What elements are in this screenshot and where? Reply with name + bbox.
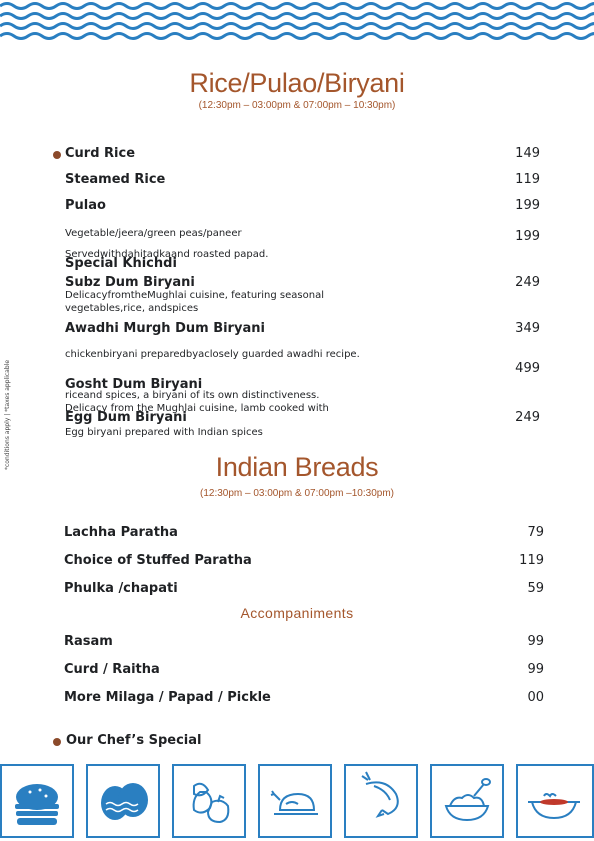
rice-bowl-icon (432, 766, 502, 836)
menu-item-name: Choice of Stuffed Paratha (64, 553, 252, 568)
accompaniments-heading: Accompaniments (240, 605, 354, 621)
menu-item-price: 99 (527, 634, 544, 649)
menu-item-price: 00 (527, 690, 544, 705)
rice-section-title: Rice/Pulao/Biryani (189, 68, 405, 98)
menu-item-name: Phulka /chapati (64, 581, 178, 596)
menu-item-price: 199 (515, 229, 540, 244)
breads-section-timing: (12:30pm – 03:00pm & 07:00pm –10:30pm) (199, 488, 394, 499)
menu-item-name: Steamed Rice (65, 172, 166, 187)
menu-item-description: Servedwithdahitadkaand roasted papad. (65, 249, 269, 260)
wave-header-decoration (0, 0, 594, 42)
burger-icon (2, 766, 72, 836)
menu-item-name: Curd Rice (65, 146, 136, 161)
menu-item-name: Special Khichdi (65, 256, 177, 271)
menu-item-name: Lachha Paratha (64, 525, 178, 540)
rice-bowl-tile (430, 764, 504, 838)
menu-item-name: Subz Dum Biryani (65, 275, 195, 290)
menu-item-description: DelicacyfromtheMughlai cuisine, featuring seasonal (65, 290, 324, 301)
bullet-marker (53, 151, 61, 159)
prawn-icon (346, 766, 416, 836)
menu-item-price: 79 (527, 525, 544, 540)
rice-section-timing: (12:30pm – 03:00pm & 07:00pm – 10:30pm) (198, 100, 396, 111)
menu-item-name: Curd / Raitha (64, 662, 160, 677)
menu-item-price: 119 (515, 172, 540, 187)
menu-item-description: Egg biryani prepared with Indian spices (65, 427, 263, 438)
bullet-marker (53, 738, 61, 746)
menu-item-price: 499 (515, 361, 540, 376)
curry-bowl-tile (516, 764, 594, 838)
roast-chicken-tile (258, 764, 332, 838)
menu-item-description: riceand spices, a biryani of its own distinctiveness. (65, 390, 320, 401)
vegetables-icon (174, 766, 244, 836)
prawn-tile (344, 764, 418, 838)
roast-chicken-icon (260, 766, 330, 836)
menu-item-name: Pulao (65, 198, 106, 213)
menu-item-price: 249 (515, 275, 540, 290)
menu-item-name: Gosht Dum Biryani (65, 377, 203, 392)
menu-item-price: 119 (519, 553, 544, 568)
conditions-note: *conditions apply | *taxes applicable (4, 359, 11, 470)
menu-item-description: Vegetable/jeera/green peas/paneer (65, 228, 242, 239)
fish-icon (88, 766, 158, 836)
menu-item-price: 99 (527, 662, 544, 677)
menu-item-description: vegetables,rice, andspices (65, 303, 199, 314)
breads-section-title: Indian Breads (215, 452, 379, 482)
menu-item-price: 249 (515, 410, 540, 425)
vegetables-tile (172, 764, 246, 838)
menu-item-name: Rasam (64, 634, 113, 649)
menu-item-price: 349 (515, 321, 540, 336)
chef-special-label: Our Chef’s Special (66, 733, 202, 748)
menu-item-price: 149 (515, 146, 540, 161)
fish-tile (86, 764, 160, 838)
menu-item-name: Egg Dum Biryani (65, 410, 187, 425)
menu-item-name: More Milaga / Papad / Pickle (64, 690, 271, 705)
menu-item-price: 199 (515, 198, 540, 213)
curry-bowl-icon (518, 766, 588, 836)
menu-item-price: 59 (527, 581, 544, 596)
menu-item-description: Delicacy from the Mughlai cuisine, lamb cooked with (65, 403, 329, 414)
burger-tile (0, 764, 74, 838)
menu-item-name: Awadhi Murgh Dum Biryani (65, 321, 265, 336)
menu-item-description: chickenbiryani preparedbyaclosely guarded awadhi recipe. (65, 349, 360, 360)
